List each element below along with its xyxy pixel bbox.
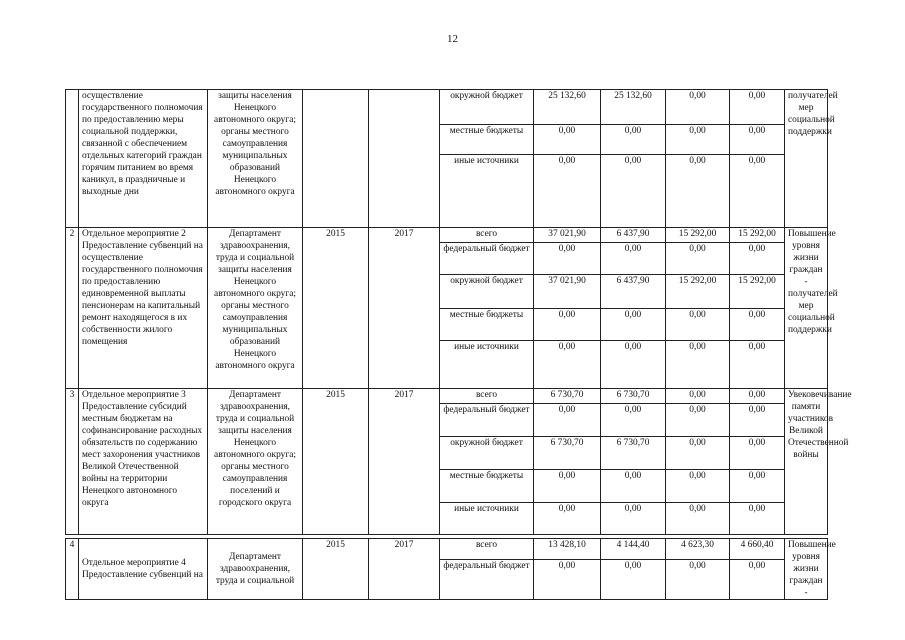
row-number: 4 <box>66 539 79 600</box>
funding-2016: 0,00 <box>666 437 730 470</box>
funding-2017: 0,00 <box>730 503 785 535</box>
funding-2016: 0,00 <box>666 404 730 437</box>
funding-2015: 0,00 <box>601 341 666 389</box>
funding-total: 37 021,90 <box>534 275 601 309</box>
funding-2017: 0,00 <box>730 155 785 228</box>
executor: защиты населения Ненецкого автономного округа; органы местного самоуправления муниципальных образований Ненецкого автономного округа <box>208 90 303 228</box>
funding-source: всего <box>440 389 534 404</box>
funding-source: всего <box>440 228 534 243</box>
funding-total: 0,00 <box>534 125 601 155</box>
funding-total: 6 730,70 <box>534 437 601 470</box>
funding-source: иные источники <box>440 341 534 389</box>
executor: Департамент здравоохранения, труда и социальной <box>208 539 303 600</box>
funding-2017: 0,00 <box>730 437 785 470</box>
funding-2016: 0,00 <box>666 503 730 535</box>
funding-total: 0,00 <box>534 155 601 228</box>
funding-total: 0,00 <box>534 470 601 503</box>
activity-name: Отдельное мероприятие 3 Предоставление субсидий местным бюджетам на софинансирование расходных обязательств по содержанию мест захоронения участников Великой Отечественной войны на территории Ненецкого автономного округа <box>79 389 208 535</box>
year-start <box>303 90 369 228</box>
funding-2015: 0,00 <box>601 309 666 341</box>
funding-2017: 0,00 <box>730 560 785 600</box>
funding-source: местные бюджеты <box>440 470 534 503</box>
funding-2015: 6 730,70 <box>601 437 666 470</box>
funding-2015: 0,00 <box>601 404 666 437</box>
funding-2015: 6 730,70 <box>601 389 666 404</box>
activity-name: Отдельное мероприятие 4 Предоставление субвенций на <box>79 539 208 600</box>
year-start: 2015 <box>303 389 369 535</box>
row-number <box>66 90 79 228</box>
year-end: 2017 <box>369 228 440 389</box>
expected-result: Повышение уровня жизни граждан - <box>785 539 828 600</box>
funding-2016: 0,00 <box>666 470 730 503</box>
funding-2017: 0,00 <box>730 125 785 155</box>
year-start: 2015 <box>303 539 369 600</box>
table-row <box>66 539 828 560</box>
program-activities-table <box>65 89 852 598</box>
funding-2015: 0,00 <box>601 125 666 155</box>
funding-2016: 0,00 <box>666 90 730 125</box>
executor: Департамент здравоохранения, труда и социальной защиты населения Ненецкого автономного округа; органы местного самоуправления поселений и городского округа <box>208 389 303 535</box>
funding-total: 13 428,10 <box>534 539 601 560</box>
funding-source: окружной бюджет <box>440 90 534 125</box>
funding-total: 25 132,60 <box>534 90 601 125</box>
funding-source: федеральный бюджет <box>440 560 534 600</box>
funding-source: местные бюджеты <box>440 125 534 155</box>
funding-source: федеральный бюджет <box>440 404 534 437</box>
funding-2017: 15 292,00 <box>730 228 785 243</box>
funding-total: 0,00 <box>534 341 601 389</box>
year-end <box>369 90 440 228</box>
funding-table <box>65 89 852 600</box>
funding-2017: 0,00 <box>730 309 785 341</box>
funding-2017: 0,00 <box>730 470 785 503</box>
funding-2016: 0,00 <box>666 155 730 228</box>
funding-2016: 15 292,00 <box>666 275 730 309</box>
year-end: 2017 <box>369 389 440 535</box>
funding-source: иные источники <box>440 155 534 228</box>
funding-2017: 0,00 <box>730 404 785 437</box>
year-start: 2015 <box>303 228 369 389</box>
funding-2017: 4 660,40 <box>730 539 785 560</box>
funding-total: 37 021,90 <box>534 228 601 243</box>
funding-total: 0,00 <box>534 309 601 341</box>
funding-2015: 0,00 <box>601 155 666 228</box>
funding-2016: 0,00 <box>666 389 730 404</box>
funding-2015: 0,00 <box>601 503 666 535</box>
funding-total: 0,00 <box>534 404 601 437</box>
funding-source: окружной бюджет <box>440 275 534 309</box>
funding-2016: 0,00 <box>666 341 730 389</box>
row-number: 3 <box>66 389 79 535</box>
funding-2015: 25 132,60 <box>601 90 666 125</box>
funding-2017: 0,00 <box>730 90 785 125</box>
funding-2016: 0,00 <box>666 243 730 275</box>
table-row <box>66 228 828 243</box>
funding-2017: 15 292,00 <box>730 275 785 309</box>
funding-source: окружной бюджет <box>440 437 534 470</box>
funding-source: федеральный бюджет <box>440 243 534 275</box>
funding-2015: 6 437,90 <box>601 275 666 309</box>
funding-source: местные бюджеты <box>440 309 534 341</box>
funding-total: 0,00 <box>534 560 601 600</box>
funding-2016: 0,00 <box>666 125 730 155</box>
funding-2016: 0,00 <box>666 309 730 341</box>
funding-total: 6 730,70 <box>534 389 601 404</box>
funding-total: 0,00 <box>534 243 601 275</box>
activity-name: Отдельное мероприятие 2 Предоставление субвенций на осуществление государственного полномочия по предоставлению единовременной выплаты пенсионерам на капитальный ремонт находящегося в их собственности жилого помещения <box>79 228 208 389</box>
funding-2016: 4 623,30 <box>666 539 730 560</box>
activity-name: осуществление государственного полномочия по предоставлению меры социальной поддержки, связанной с обеспечением отдельных категорий граждан горячим питанием во время каникул, в праздничные и выходные дни <box>79 90 208 228</box>
year-end: 2017 <box>369 539 440 600</box>
table-row <box>66 90 828 125</box>
funding-source: иные источники <box>440 503 534 535</box>
expected-result: получателей мер социальной поддержки <box>785 90 828 228</box>
executor: Департамент здравоохранения, труда и социальной защиты населения Ненецкого автономного округа; органы местного самоуправления муниципальных образований Ненецкого автономного округа <box>208 228 303 389</box>
funding-source: всего <box>440 539 534 560</box>
funding-2017: 0,00 <box>730 243 785 275</box>
row-number: 2 <box>66 228 79 389</box>
funding-2015: 0,00 <box>601 560 666 600</box>
expected-result: Увековечивание памяти участников Великой Отечественной войны <box>785 389 828 535</box>
expected-result: Повышение уровня жизни граждан - получателей мер социальной поддержки <box>785 228 828 389</box>
funding-2015: 0,00 <box>601 243 666 275</box>
funding-2017: 0,00 <box>730 389 785 404</box>
funding-2015: 6 437,90 <box>601 228 666 243</box>
table-row <box>66 389 828 404</box>
page-number: 12 <box>447 33 458 45</box>
funding-2017: 0,00 <box>730 341 785 389</box>
funding-2015: 0,00 <box>601 470 666 503</box>
funding-2016: 0,00 <box>666 560 730 600</box>
funding-total: 0,00 <box>534 503 601 535</box>
funding-2016: 15 292,00 <box>666 228 730 243</box>
funding-2015: 4 144,40 <box>601 539 666 560</box>
